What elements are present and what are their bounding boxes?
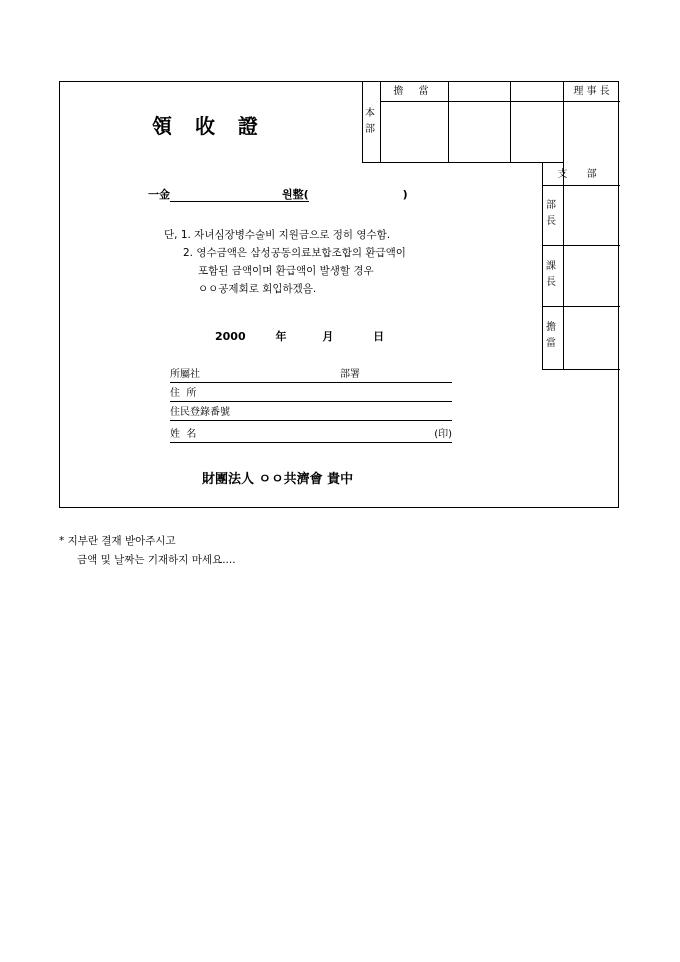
condition-line-4: ㅇㅇ공제회로 회입하겠음. (198, 283, 317, 295)
resident-number-label: 住民登錄番號 (170, 407, 230, 418)
branch-header: 支 部 (557, 169, 605, 180)
seal-mark: (印) (434, 429, 452, 440)
branch-row-bujang: 部長 (546, 200, 556, 227)
date-line (215, 328, 384, 344)
branch-row-damdang: 擔當 (546, 322, 556, 349)
date-month-label: 月 (322, 330, 334, 343)
affiliation-label: 所屬社 (170, 369, 200, 380)
branch-row-gwajang: 課長 (546, 261, 556, 288)
name-field[interactable] (170, 428, 452, 443)
condition-line-2: 2. 영수금액은 삼성공동의료보합조합의 환급액이 (183, 247, 406, 259)
amount-prefix: 一金 (148, 188, 170, 201)
condition-line-1: 단, 1. 자녀심장병수술비 지원금으로 정히 영수함. (164, 229, 391, 241)
address-field[interactable] (170, 387, 452, 402)
head-office-label: 本部 (365, 108, 375, 135)
date-year: 2000 (215, 330, 246, 343)
date-day-label: 日 (373, 330, 385, 343)
amount-unit: 원整( (282, 188, 309, 201)
approval-isajang-header: 理 事 長 (573, 86, 610, 97)
address-label: 住 所 (170, 388, 197, 399)
issuer-name: 財團法人 ㅇㅇ共濟會 貴中 (202, 472, 354, 487)
note-line-2: 금액 및 날짜는 기재하지 마세요.... (77, 554, 236, 566)
amount-close: ) (402, 188, 408, 201)
resident-number-field[interactable] (170, 406, 452, 421)
amount-blank[interactable] (170, 190, 282, 202)
condition-line-3: 포함된 금액이며 환급액이 발생할 경우 (198, 265, 374, 277)
department-label: 部署 (340, 369, 360, 380)
date-year-label: 年 (275, 330, 287, 343)
note-line-1: * 지부란 결재 받아주시고 (59, 535, 176, 547)
name-label: 姓 名 (170, 429, 197, 440)
affiliation-field[interactable] (170, 368, 452, 383)
receipt-form (59, 81, 619, 508)
page-title: 領 收 證 (152, 114, 266, 138)
amount-line (148, 186, 408, 202)
approval-damdang-header: 擔 當 (393, 86, 435, 97)
